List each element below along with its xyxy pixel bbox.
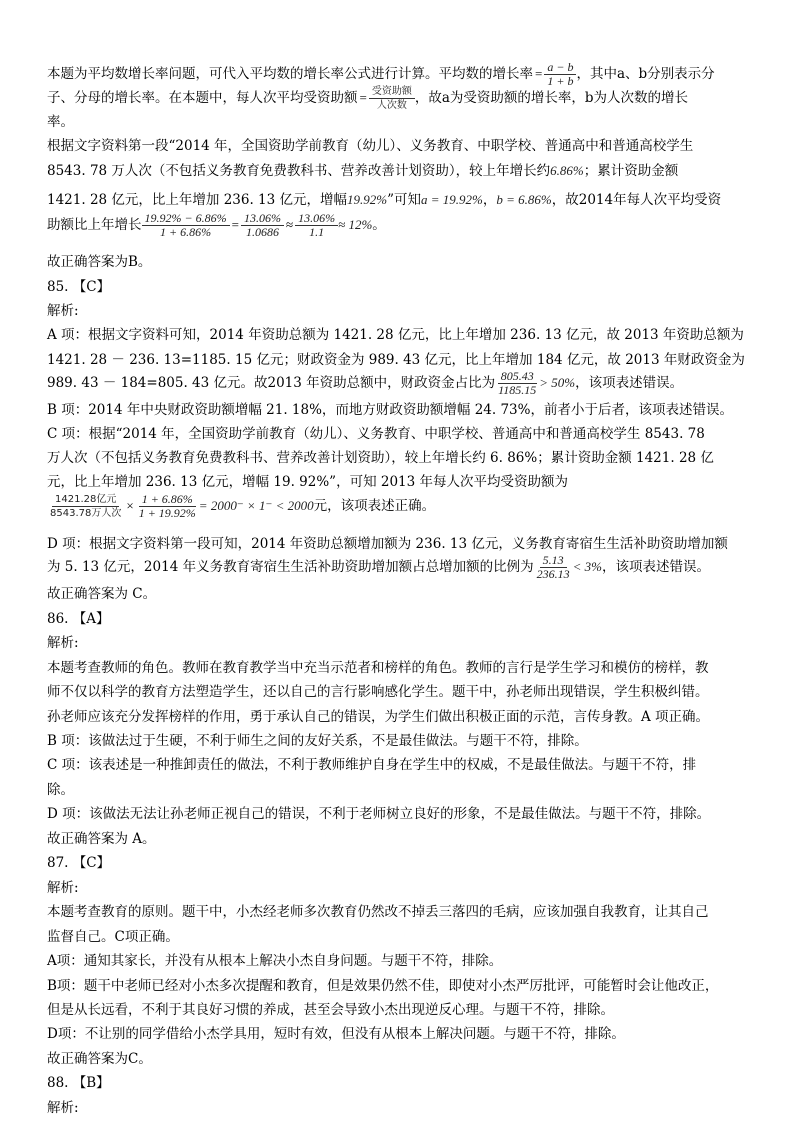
formula-calc-2: $\frac{13.06\%}{1.0686}$ (241, 212, 284, 239)
text-segment: 子、分母的增长率。在本题中，每人次平均受资助额 (47, 90, 358, 106)
text-line: D 项：根据文字资料第一段可知，2014 年资助总额增加额为 236. 13 亿元，义务教育寄宿生生活补助资助增加额 (47, 536, 728, 552)
text-line: 本题考查教师的角色。教师在教育教学当中充当示范者和榜样的角色。教师的言行是学生学习和模仿的榜样，教 (47, 660, 709, 676)
analysis-label: 解析: (47, 635, 79, 651)
text-line: 元，比上年增加 236. 13 亿元，增幅 19. 92%”，可知 2013 年每人次平均受资助额为 (47, 474, 569, 490)
text-line: 1421. 28 － 236. 13=1185. 15 亿元；财政资金为 989. 43 亿元，比上年增加 184 亿元，故 2013 年财政资金为 (47, 352, 745, 368)
answer-line: 故正确答案为 A。 (47, 831, 156, 847)
text-line: 孙老师应该充分发挥榜样的作用，勇于承认自己的错误，为学生们做出积极正面的示范，言传身教。A 项正确。 (47, 709, 710, 725)
text-line: D项：不让别的同学借给小杰学具用，短时有效，但没有从根本上解决问题。与题干不符，排除。 (47, 1026, 625, 1042)
text-line: B 项：2014 年中央财政资助额增幅 21. 18%，而地方财政资助额增幅 24. 73%，前者小于后者，该项表述错误。 (47, 402, 733, 418)
question-number: 88. 【B】 (47, 1075, 110, 1091)
analysis-label: 解析: (47, 303, 79, 319)
formula-share: $\frac{805.43}{1185.15}$ (498, 369, 537, 397)
question-number: 85. 【C】 (47, 279, 111, 295)
text-segment: ，故a为受资助额的增长率，b为人次数的增长 (414, 90, 689, 106)
text-line: C 项：根据“2014 年，全国资助学前教育（幼儿）、义务教育、中职学校、普通高中和普通高校学生 8543. 78 (47, 426, 705, 442)
answer-line: 故正确答案为 C。 (47, 586, 157, 602)
text-line: 989. 43 － 184=805. 43 亿元。故2013 年资助总额中，财政资金占比为 $\frac{805.43}{1185.15}$ > 50%，该项表述错误。 (47, 369, 684, 397)
text-line: 但是从长远看，不利于其良好习惯的养成，甚至会导致小杰出现逆反心理。与题干不符，排除。 (47, 1002, 614, 1018)
text-line: 子、分母的增长率。在本题中，每人次平均受资助额 = $\frac{\text{受资助额}}{\text{人次数}}$ ，故a为受资助额的增长率，b为人次数的增长 (47, 86, 689, 111)
text-line: 助额比上年增长 $\frac{19.92\% - 6.86\%}{1 + 6.86\%}$ = $\frac{13.06\%}{1.0686}$ ≈ $\frac{13.06\%}{1.1}$ ≈ 12%。 (47, 211, 386, 239)
text-line: 本题为平均数增长率问题，可代入平均数的增长率公式进行计算。平均数的增长率 = $\frac{a - b}{1 + b}$ ，其中a、b分别表示分 (47, 60, 715, 88)
text-line: 为 5. 13 亿元，2014 年义务教育寄宿生生活补助资助增加额占总增加额的比例为 $\frac{5.13}{236.13}$ < 3%，该项表述错误。 (47, 553, 710, 581)
text-segment: ，其中a、b分别表示分 (576, 66, 715, 82)
question-number: 87. 【C】 (47, 855, 111, 871)
question-number: 86. 【A】 (47, 611, 110, 627)
text-line: $\frac{\text{1421.28亿元}}{\text{8543.78万人次}}$ × $\frac{1 + 6.86\%}{1 + 19.92\%}$ = 2000⁻ × 1⁻ < 2000元，该项表述正确。 (47, 493, 435, 520)
formula-calc-1: $\frac{19.92\% - 6.86\%}{1 + 6.86\%}$ (142, 212, 230, 239)
formula-calc-3: $\frac{13.06\%}{1.1}$ (295, 212, 338, 239)
text-line: 万人次（不包括义务教育免费教科书、营养改善计划资助），较上年增长约 6. 86%；累计资助金额 1421. 28 亿 (47, 450, 714, 466)
text-line: 师不仅以科学的教育方法塑造学生，还以自己的言行影响感化学生。题干中，孙老师出现错误，学生积极纠错。 (47, 684, 709, 700)
text-line: 8543. 78 万人次（不包括义务教育免费教科书、营养改善计划资助），较上年增长约6.86%；累计资助金额 (47, 163, 679, 179)
formula-c1: $\frac{\text{1421.28亿元}}{\text{8543.78万人次}}$ (50, 494, 122, 519)
text-line: C 项：该表述是一种推卸责任的做法，不利于教师维护自身在学生中的权威，不是最佳做法。与题干不符，排 (47, 757, 697, 773)
formula-growth-rate: $\frac{a - b}{1 + b}$ (544, 61, 576, 88)
text-line: 根据文字资料第一段“2014 年，全国资助学前教育（幼儿）、义务教育、中职学校、普通高中和普通高校学生 (47, 138, 694, 154)
text-line: 率。 (47, 114, 74, 130)
formula-d: $\frac{5.13}{236.13}$ (536, 553, 570, 581)
answer-line: 故正确答案为C。 (47, 1051, 152, 1067)
text-line: 除。 (47, 782, 74, 798)
analysis-label: 解析: (47, 1100, 79, 1116)
text-line: 1421. 28 亿元，比上年增加 236. 13 亿元，增幅19.92%”可知a = 19.92%，b = 6.86%，故2014年每人次平均受资 (47, 192, 722, 208)
text-line: D 项：该做法无法让孙老师正视自己的错误，不利于老师树立良好的形象，不是最佳做法。与题干不符，排除。 (47, 806, 711, 822)
text-line: B项：题干中老师已经对小杰多次提醒和教育，但是效果仍然不佳，即使对小杰严厉批评，可能暂时会让他改正， (47, 978, 719, 994)
answer-line: 故正确答案为B。 (47, 254, 152, 270)
text-line: A项：通知其家长，并没有从根本上解决小杰自身问题。与题干不符，排除。 (47, 953, 503, 969)
analysis-label: 解析: (47, 880, 79, 896)
formula-c2: $\frac{1 + 6.86\%}{1 + 19.92\%}$ (138, 492, 196, 520)
text-line: B 项：该做法过于生硬，不利于师生之间的友好关系，不是最佳做法。与题干不符，排除。 (47, 733, 588, 749)
text-line: 本题考查教育的原则。题干中，小杰经老师多次教育仍然改不掉丢三落四的毛病，应该加强自我教育，让其自己 (47, 904, 709, 920)
text-line: 监督自己。C项正确。 (47, 929, 179, 945)
text-line: A 项：根据文字资料可知，2014 年资助总额为 1421. 28 亿元，比上年增加 236. 13 亿元，故 2013 年资助总额为 (47, 327, 744, 343)
text-segment: 本题为平均数增长率问题，可代入平均数的增长率公式进行计算。平均数的增长率 (47, 66, 533, 82)
formula-per-person: $\frac{\text{受资助额}}{\text{人次数}}$ (369, 85, 415, 112)
